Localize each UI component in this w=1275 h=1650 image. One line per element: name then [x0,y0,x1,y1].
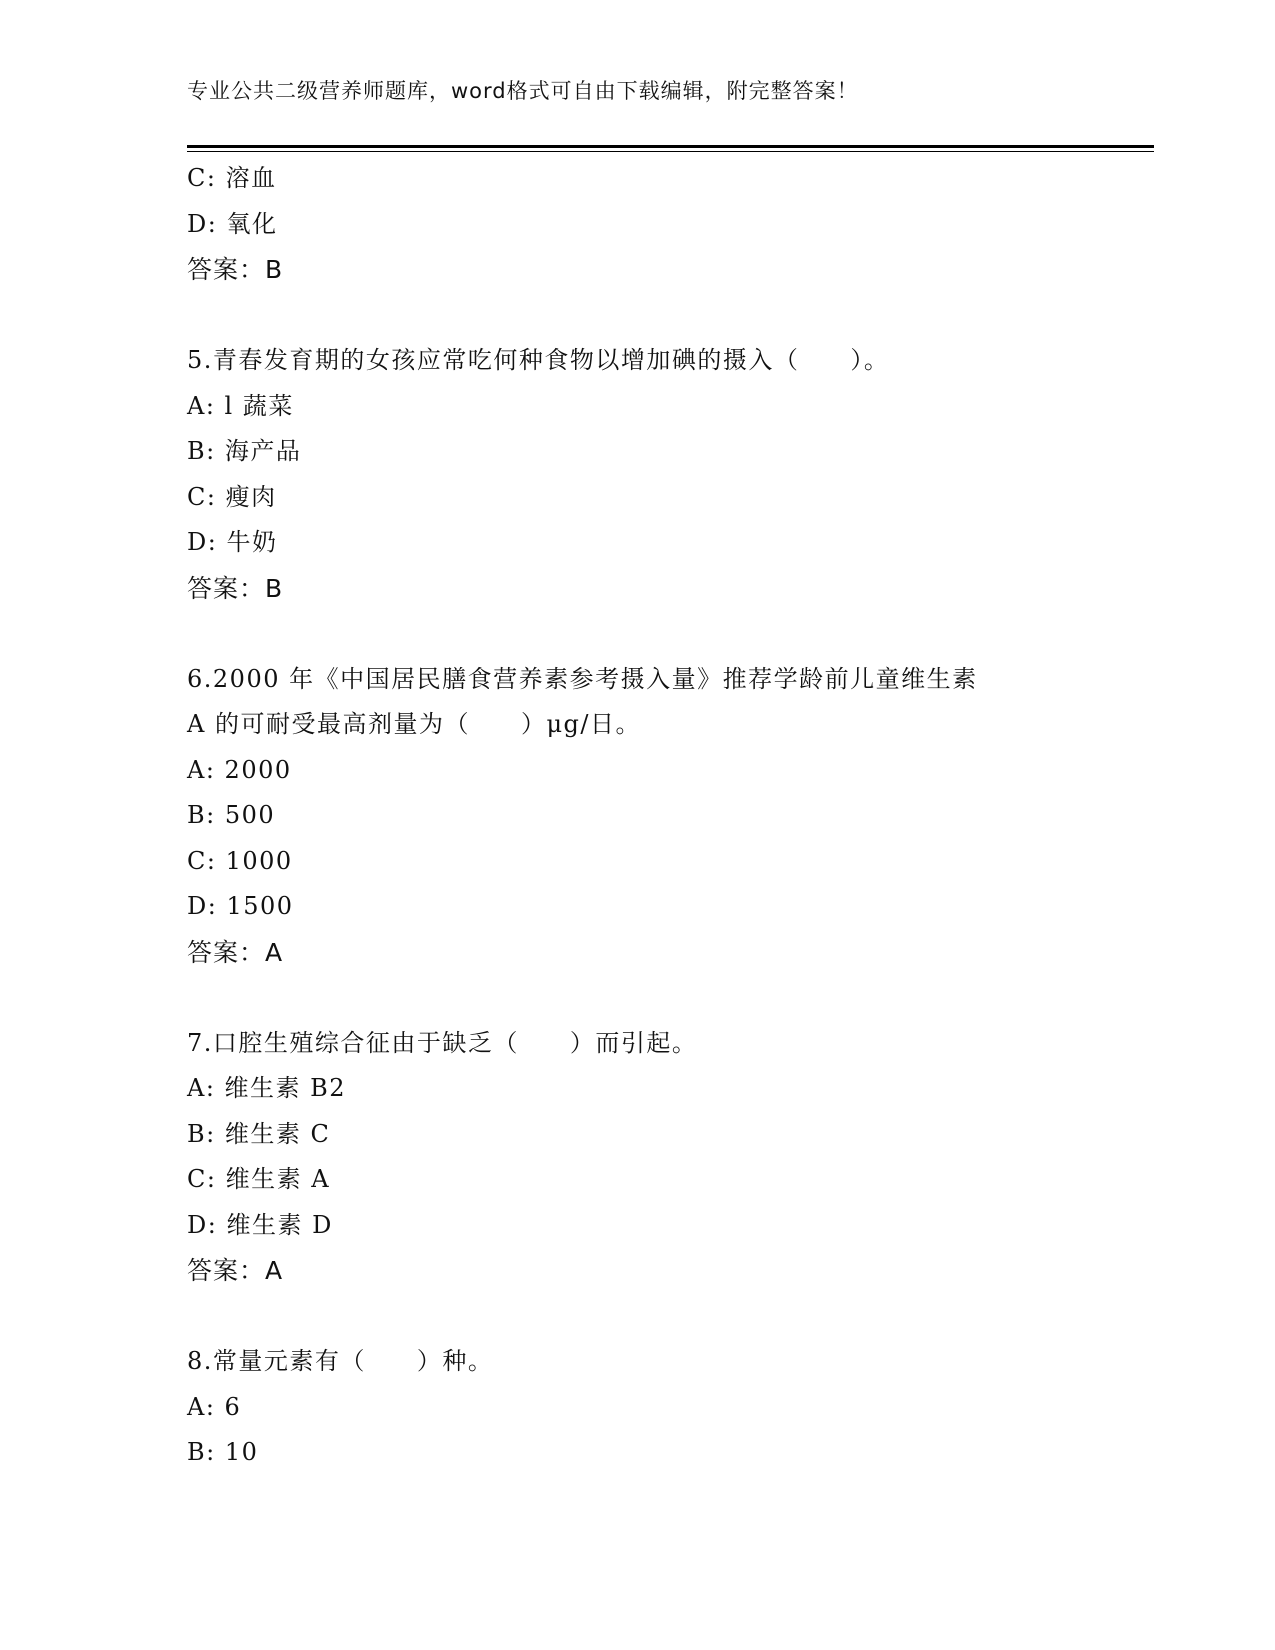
option-line: D: 1500 [187,892,294,920]
option-line: B: 海产品 [187,437,302,465]
question-text: 6.2000 年《中国居民膳食营养素参考摄入量》推荐学龄前儿童维生素 [187,664,978,693]
option-line: C: 溶血 [187,164,277,192]
question-text: 5.青春发育期的女孩应常吃何种食物以增加碘的摄入（ ）。 [187,346,890,374]
option-line: A: 维生素 B2 [187,1074,347,1102]
option-line: C: 维生素 A [187,1165,331,1193]
option-line: D: 氧化 [187,209,278,238]
option-line: D: 维生素 D [187,1210,333,1239]
header-rule-thick [187,145,1154,148]
answer-line: 答案：B [187,255,284,284]
answer-line: 答案：A [187,1256,284,1285]
option-line: B: 500 [187,801,276,829]
page-header: 专业公共二级营养师题库，word格式可自由下载编辑，附完整答案！ [187,79,859,103]
question-text: 8.常量元素有（ ）种。 [187,1347,494,1375]
option-line: A: 6 [187,1392,242,1421]
question-text: 7.口腔生殖综合征由于缺乏（ ）而引起。 [187,1028,698,1057]
spacer [187,975,1087,1021]
question-text: A 的可耐受最高剂量为（ ）μg/日。 [187,710,642,738]
spacer [187,1294,1087,1340]
header-rule-thin [187,151,1154,152]
answer-line: 答案：A [187,937,284,967]
answer-line: 答案：B [187,573,284,603]
option-line: D: 牛奶 [187,528,278,556]
option-line: B: 维生素 C [187,1119,331,1148]
question-list [187,156,1087,1476]
option-line: C: 瘦肉 [187,482,277,511]
option-line: C: 1000 [187,846,293,875]
spacer [187,611,1087,657]
option-line: A: l 蔬菜 [187,391,294,420]
spacer [187,293,1087,339]
option-line: A: 2000 [187,755,292,784]
option-line: B: 10 [187,1438,259,1466]
